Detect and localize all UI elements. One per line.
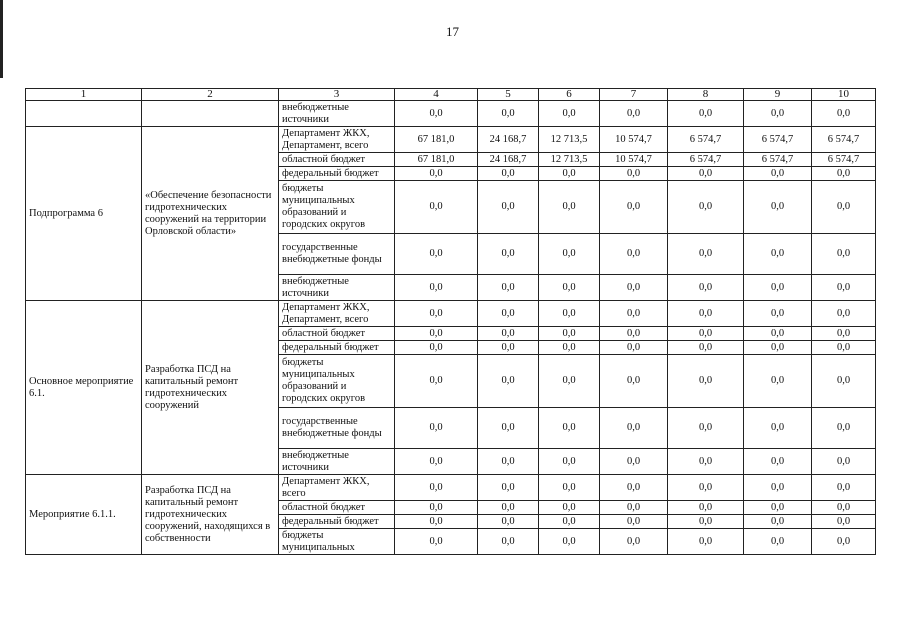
amount-cell: 0,0	[812, 341, 876, 355]
amount-cell: 0,0	[539, 341, 600, 355]
amount-cell: 0,0	[668, 327, 744, 341]
program-name-cell: Основное мероприятие 6.1.	[26, 301, 142, 475]
amount-cell: 12 713,5	[539, 153, 600, 167]
amount-cell: 0,0	[395, 515, 478, 529]
amount-cell: 0,0	[478, 529, 539, 555]
amount-cell: 10 574,7	[600, 153, 668, 167]
amount-cell: 0,0	[812, 167, 876, 181]
funding-source-cell: государственные внебюджетные фонды	[279, 234, 395, 275]
amount-cell: 0,0	[539, 449, 600, 475]
amount-cell: 0,0	[668, 475, 744, 501]
table-row	[26, 475, 876, 501]
amount-cell: 0,0	[395, 101, 478, 127]
amount-cell: 0,0	[539, 408, 600, 449]
amount-cell: 0,0	[812, 529, 876, 555]
amount-cell: 0,0	[600, 101, 668, 127]
amount-cell: 0,0	[744, 515, 812, 529]
table-row	[26, 127, 876, 153]
amount-cell: 0,0	[812, 449, 876, 475]
amount-cell: 6 574,7	[744, 127, 812, 153]
amount-cell: 0,0	[478, 341, 539, 355]
column-header: 3	[279, 89, 395, 101]
program-name-cell: Подпрограмма 6	[26, 127, 142, 301]
amount-cell: 0,0	[812, 501, 876, 515]
amount-cell: 0,0	[395, 275, 478, 301]
funding-source-cell: бюджеты муниципальных	[279, 529, 395, 555]
funding-source-cell: федеральный бюджет	[279, 515, 395, 529]
funding-source-cell: областной бюджет	[279, 153, 395, 167]
amount-cell: 0,0	[478, 101, 539, 127]
amount-cell: 0,0	[539, 327, 600, 341]
amount-cell: 0,0	[744, 475, 812, 501]
amount-cell: 0,0	[395, 341, 478, 355]
amount-cell: 0,0	[539, 355, 600, 408]
amount-cell: 0,0	[478, 449, 539, 475]
amount-cell: 0,0	[478, 234, 539, 275]
amount-cell: 0,0	[395, 167, 478, 181]
amount-cell: 0,0	[395, 181, 478, 234]
amount-cell: 0,0	[600, 355, 668, 408]
amount-cell: 0,0	[395, 301, 478, 327]
amount-cell: 0,0	[395, 234, 478, 275]
amount-cell: 0,0	[668, 275, 744, 301]
amount-cell: 0,0	[668, 408, 744, 449]
amount-cell: 0,0	[539, 501, 600, 515]
amount-cell: 0,0	[668, 101, 744, 127]
amount-cell: 0,0	[600, 275, 668, 301]
funding-source-cell: государственные внебюджетные фонды	[279, 408, 395, 449]
amount-cell: 0,0	[812, 234, 876, 275]
amount-cell: 0,0	[478, 408, 539, 449]
amount-cell: 0,0	[812, 181, 876, 234]
table-body	[26, 101, 876, 555]
amount-cell: 0,0	[812, 515, 876, 529]
amount-cell: 0,0	[539, 301, 600, 327]
amount-cell: 0,0	[668, 301, 744, 327]
amount-cell: 0,0	[744, 341, 812, 355]
column-header: 2	[142, 89, 279, 101]
amount-cell: 0,0	[600, 301, 668, 327]
column-header: 9	[744, 89, 812, 101]
table-row	[26, 101, 876, 127]
funding-source-cell: Департамент ЖКХ, Департамент, всего	[279, 127, 395, 153]
column-header: 5	[478, 89, 539, 101]
funding-source-cell: федеральный бюджет	[279, 341, 395, 355]
amount-cell: 0,0	[600, 341, 668, 355]
amount-cell: 0,0	[600, 327, 668, 341]
amount-cell: 0,0	[539, 181, 600, 234]
amount-cell: 0,0	[395, 327, 478, 341]
amount-cell: 0,0	[600, 529, 668, 555]
amount-cell: 10 574,7	[600, 127, 668, 153]
amount-cell: 0,0	[668, 234, 744, 275]
funding-source-cell: областной бюджет	[279, 501, 395, 515]
amount-cell: 0,0	[744, 449, 812, 475]
amount-cell: 0,0	[744, 167, 812, 181]
amount-cell: 0,0	[478, 475, 539, 501]
amount-cell: 0,0	[668, 529, 744, 555]
program-title-cell: «Обеспечение безопасности гидротехнических сооружений на территории Орловской области»	[142, 127, 279, 301]
program-title-cell	[142, 101, 279, 127]
funding-source-cell: Департамент ЖКХ, всего	[279, 475, 395, 501]
funding-source-cell: внебюджетные источники	[279, 101, 395, 127]
program-name-cell	[26, 101, 142, 127]
amount-cell: 0,0	[395, 449, 478, 475]
program-name-cell: Мероприятие 6.1.1.	[26, 475, 142, 555]
amount-cell: 12 713,5	[539, 127, 600, 153]
amount-cell: 67 181,0	[395, 153, 478, 167]
amount-cell: 0,0	[744, 275, 812, 301]
column-header: 1	[26, 89, 142, 101]
amount-cell: 0,0	[812, 327, 876, 341]
funding-source-cell: внебюджетные источники	[279, 449, 395, 475]
amount-cell: 0,0	[600, 234, 668, 275]
amount-cell: 0,0	[478, 301, 539, 327]
amount-cell: 6 574,7	[744, 153, 812, 167]
amount-cell: 24 168,7	[478, 127, 539, 153]
amount-cell: 0,0	[600, 167, 668, 181]
amount-cell: 0,0	[668, 501, 744, 515]
amount-cell: 0,0	[600, 449, 668, 475]
column-header: 8	[668, 89, 744, 101]
amount-cell: 0,0	[744, 355, 812, 408]
amount-cell: 0,0	[744, 181, 812, 234]
funding-source-cell: Департамент ЖКХ, Департамент, всего	[279, 301, 395, 327]
amount-cell: 0,0	[600, 501, 668, 515]
amount-cell: 0,0	[744, 327, 812, 341]
amount-cell: 6 574,7	[812, 127, 876, 153]
funding-source-cell: областной бюджет	[279, 327, 395, 341]
amount-cell: 0,0	[478, 327, 539, 341]
amount-cell: 0,0	[812, 408, 876, 449]
amount-cell: 6 574,7	[668, 153, 744, 167]
amount-cell: 0,0	[539, 101, 600, 127]
amount-cell: 0,0	[478, 501, 539, 515]
page-number: 17	[446, 24, 459, 39]
amount-cell: 67 181,0	[395, 127, 478, 153]
funding-source-cell: внебюджетные источники	[279, 275, 395, 301]
amount-cell: 6 574,7	[668, 127, 744, 153]
column-header: 6	[539, 89, 600, 101]
amount-cell: 6 574,7	[812, 153, 876, 167]
amount-cell: 0,0	[744, 501, 812, 515]
amount-cell: 0,0	[539, 167, 600, 181]
funding-table	[25, 88, 876, 555]
amount-cell: 0,0	[478, 515, 539, 529]
amount-cell: 0,0	[668, 449, 744, 475]
amount-cell: 0,0	[395, 529, 478, 555]
program-title-cell: Разработка ПСД на капитальный ремонт гидротехнических сооружений, находящихся в собственности	[142, 475, 279, 555]
amount-cell: 0,0	[600, 408, 668, 449]
amount-cell: 0,0	[539, 275, 600, 301]
funding-source-cell: федеральный бюджет	[279, 167, 395, 181]
amount-cell: 0,0	[668, 167, 744, 181]
amount-cell: 0,0	[539, 234, 600, 275]
amount-cell: 0,0	[812, 475, 876, 501]
amount-cell: 0,0	[668, 341, 744, 355]
amount-cell: 0,0	[600, 475, 668, 501]
column-header: 4	[395, 89, 478, 101]
amount-cell: 0,0	[744, 234, 812, 275]
amount-cell: 0,0	[812, 355, 876, 408]
column-number-row	[26, 89, 876, 101]
amount-cell: 0,0	[539, 529, 600, 555]
amount-cell: 0,0	[812, 101, 876, 127]
amount-cell: 0,0	[600, 181, 668, 234]
amount-cell: 0,0	[668, 355, 744, 408]
amount-cell: 0,0	[395, 408, 478, 449]
column-header: 7	[600, 89, 668, 101]
amount-cell: 0,0	[539, 515, 600, 529]
amount-cell: 0,0	[395, 501, 478, 515]
amount-cell: 0,0	[600, 515, 668, 529]
amount-cell: 0,0	[812, 275, 876, 301]
amount-cell: 0,0	[744, 408, 812, 449]
amount-cell: 0,0	[539, 475, 600, 501]
table-row	[26, 301, 876, 327]
column-header: 10	[812, 89, 876, 101]
amount-cell: 0,0	[478, 275, 539, 301]
amount-cell: 0,0	[478, 167, 539, 181]
amount-cell: 0,0	[744, 529, 812, 555]
amount-cell: 0,0	[478, 181, 539, 234]
funding-source-cell: бюджеты муниципальных образований и городских округов	[279, 355, 395, 408]
amount-cell: 0,0	[668, 181, 744, 234]
amount-cell: 0,0	[744, 101, 812, 127]
funding-source-cell: бюджеты муниципальных образований и городских округов	[279, 181, 395, 234]
amount-cell: 0,0	[395, 355, 478, 408]
amount-cell: 0,0	[395, 475, 478, 501]
amount-cell: 0,0	[668, 515, 744, 529]
program-title-cell: Разработка ПСД на капитальный ремонт гидротехнических сооружений	[142, 301, 279, 475]
amount-cell: 0,0	[478, 355, 539, 408]
amount-cell: 0,0	[744, 301, 812, 327]
amount-cell: 24 168,7	[478, 153, 539, 167]
amount-cell: 0,0	[812, 301, 876, 327]
